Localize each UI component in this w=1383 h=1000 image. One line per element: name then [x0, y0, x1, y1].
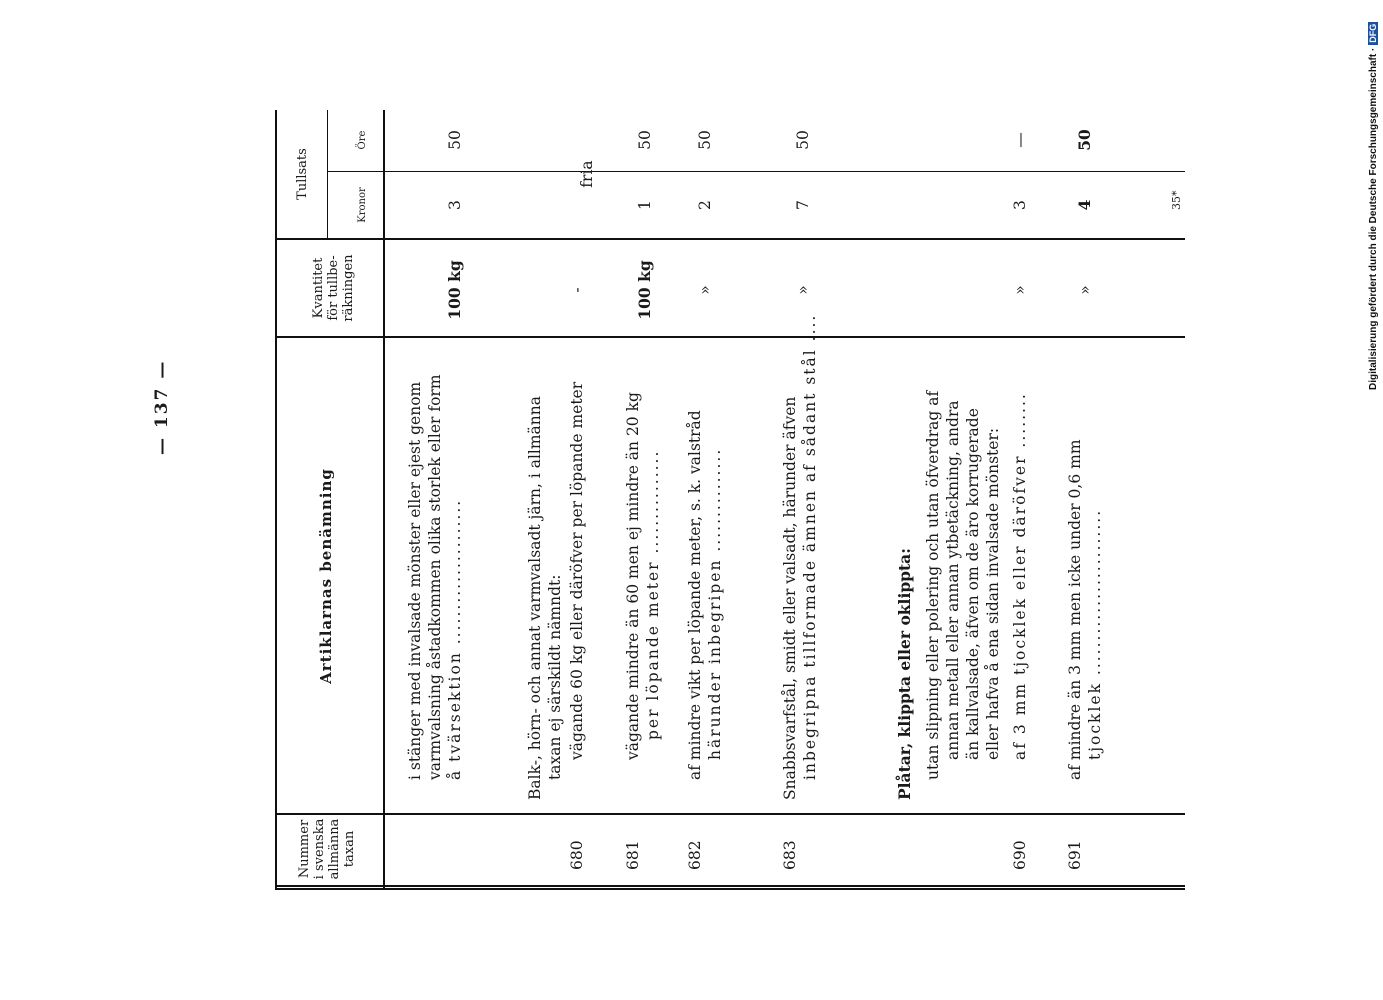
article-line: utan slipning eller polering och utan öfverdrag af: [924, 390, 942, 780]
table-left-border: [275, 888, 1185, 890]
header-number: Nummer i svenska allmänna taxan: [297, 818, 357, 880]
quantity-value: 100 kg: [445, 260, 464, 320]
dfg-logo: DFG: [1368, 23, 1378, 43]
tariff-number: 681: [624, 840, 642, 870]
article-line: af mindre vikt per löpande meter, s. k. valstråd: [686, 410, 704, 780]
article-line: annan metall eller annan ytbetäckning, andra: [944, 400, 962, 760]
article-line: taxan ej särskildt nämndt:: [546, 574, 564, 780]
article-line: å tvärsektion .....................: [446, 498, 464, 780]
article-line: af mindre än 3 mm men icke under 0,6 mm: [1066, 439, 1084, 780]
article-line: än kallvalsade, äfven om de äro korrugerade: [964, 408, 982, 760]
tariff-number: 680: [568, 840, 586, 870]
col-divider-number: [275, 813, 1185, 815]
kronor-value: 1: [636, 200, 654, 210]
tariff-number: 690: [1011, 840, 1029, 870]
tariff-number: 683: [781, 840, 799, 870]
kronor-value: 7: [794, 200, 812, 210]
page-number: — 137 —: [152, 359, 172, 455]
digitization-note: [1368, 22, 1379, 390]
kronor-value: 3: [446, 200, 464, 210]
digitization-note-text: Digitalisierung gefördert durch die Deutsche Forschungsgemeinschaft ·: [1368, 47, 1379, 390]
kronor-value: 2: [696, 200, 714, 210]
tariff-number: 682: [686, 840, 704, 870]
quantity-value: 100 kg: [635, 260, 654, 320]
header-ore: Öre: [357, 130, 368, 150]
kronor-value: 3: [1011, 200, 1029, 210]
article-line: tjocklek ........................: [1086, 508, 1104, 760]
article-line: vägande mindre än 60 men ej mindre än 20 kg: [624, 392, 642, 760]
col-divider-quantity: [275, 238, 1185, 240]
ore-value: 50: [1075, 129, 1094, 151]
quantity-value: -: [568, 287, 586, 293]
header-article: Artiklarnas benämning: [317, 468, 335, 684]
kronor-value: fria: [578, 160, 596, 188]
article-line: vägande 60 kg eller däröfver per löpande meter: [568, 381, 586, 760]
ore-value: 50: [696, 130, 714, 150]
header-rule: [383, 110, 385, 890]
kronor-value: 4: [1075, 199, 1094, 211]
ore-value: —: [1011, 132, 1029, 148]
ore-value: 50: [446, 130, 464, 150]
article-line: inbegripna tillformade ämnen af sådant stål ....: [801, 313, 819, 780]
header-kronor: Kronor: [357, 187, 368, 223]
ore-value: 50: [794, 130, 812, 150]
table-top-border: [275, 110, 277, 890]
article-line: härunder inbegripen ...............: [706, 447, 724, 760]
quantity-value: »: [794, 285, 812, 295]
article-line: Plåtar, klippta eller oklippta:: [895, 548, 914, 800]
article-line: Snabbsvarfstål, smidt eller valsadt, härunder äfven: [781, 396, 799, 800]
header-tariff: Tullsats: [295, 148, 310, 200]
article-line: varmvalsning åstadkommen olika storlek eller form: [426, 374, 444, 780]
tariff-number: 691: [1066, 840, 1084, 870]
footer-mark: 35*: [1170, 190, 1183, 210]
article-line: af 3 mm tjocklek eller däröfver ........: [1011, 392, 1029, 760]
col-divider-article: [275, 336, 1185, 338]
quantity-value: »: [696, 285, 714, 295]
ore-value: 50: [636, 130, 654, 150]
header-quantity: Kvantitet för tullbe- räkningen: [311, 254, 356, 322]
quantity-value: »: [1076, 285, 1094, 295]
tariff-page: [275, 110, 1185, 890]
quantity-value: »: [1011, 285, 1029, 295]
article-line: Balk-, hörn- och annat varmvalsadt järn, i allmänna: [526, 395, 544, 800]
table-left-border-inner: [275, 885, 1185, 887]
article-line: i stänger med invalsade mönster eller ejest genom: [406, 381, 424, 780]
article-line: per löpande meter ...............: [644, 449, 662, 740]
article-line: eller hafva å ena sidan invalsade mönster:: [984, 427, 1002, 760]
tariff-subheader-rule: [327, 110, 328, 238]
